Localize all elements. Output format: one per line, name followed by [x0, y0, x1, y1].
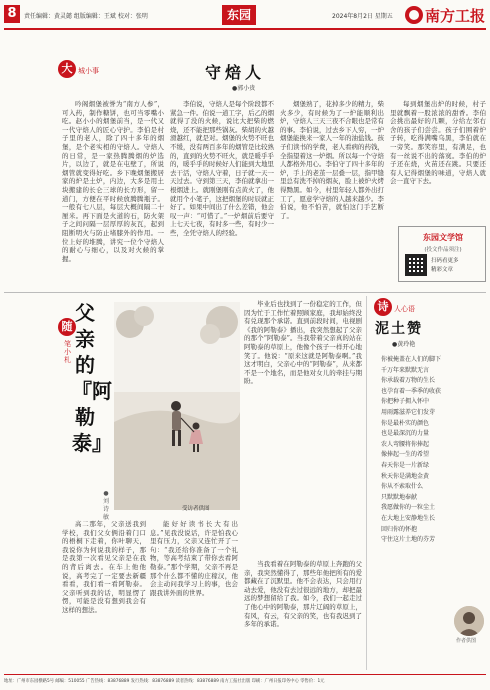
essay-column-2: 能好好读书长大有出息。”见我没说话，许是怕我心里有压力，父亲又连忙开了一句：“我还给你准备了一个礼物，等高考结束了带你去看阿勒泰。”那个学期，父亲不再是那个什么都不懂的庄稼汉，他会主动问我学习上的事，也会跟我讲外面的世界。: [150, 520, 238, 597]
poem-body: [381, 355, 483, 546]
logo-text: 南方工报: [425, 6, 486, 25]
logo-icon: [405, 6, 423, 24]
poem-line: 你把种子拥入怀中: [381, 398, 430, 406]
poem-author: ●黄玲艳: [392, 341, 416, 348]
poem-line: 只默默地奉献: [381, 493, 418, 501]
article-title: 守焙人: [205, 63, 266, 82]
poet-photo-caption: 作者供图: [456, 638, 477, 644]
poem-line: 守住这片土地的芬芳: [381, 536, 436, 544]
essay-title: 父亲的『阿勒泰』: [72, 301, 112, 455]
poem-line: 也孕育着一季季的收获: [381, 387, 442, 395]
poem-line: 春天你是一片新绿: [381, 461, 430, 469]
poem-line: 你是最朴实的颜色: [381, 419, 430, 427]
article-column-3: 烟堡熟了，花掉多少的精力，柴火多少，有时候为了一炉能顺利出炉，守焙人三天三夜不合眼也是常有的事。李伯说，过去乡下人穷，一炉烟堡能换来一家人一年的油盐钱。孩子们读书的学费，老人看病的药钱，全指望着这一炉烟。所以每一个守焙人都格外用心。李伯守了四十多年的炉，手上的老茧一层叠一层，指甲缝里总有洗不掉的烟灰，脸上被炉火烤得黝黑。如今，村里年轻人都外出打工了，愿意学守焙的人越来越少。李伯说，他不怕苦，就怕这门手艺断了。: [280, 100, 384, 220]
article-column-2: 李伯说，守焙人是每个阶段都不紧急一件。伯说一道工字，后乙的烟就得了没的火候，说比大把柴的燃烧，还不能把那些锅灰。柴胡的火越滑越红，就是对。烟堡的火势不旺也不缓，没有两百多年的烟管是比较熟的，直到的火势不旺火，就是暖乎乎的，暖乎乎的时候好人们能到大地里去干活，守焙人守着，日子就一天一天过去。守到第三天，李伯就拿出一根烟进上。就刚堡刚有点黄火了，他就用个小笔子，这把烟堡的时辰就正好了。如果中间出了什么差错，他会叹一声：“可惜了。”一炉烟前后要守上七天七夜，有时多一些，有时少一些，全凭守焙人的经验。: [170, 100, 274, 237]
essay-column-3: 毕业后也找到了一份稳定的工作，但因为忙于工作忙着照顾家庭，我却始终没有兑现那个承诺。直到前段时间，电视剧《我的阿勒泰》播出，我突然想起了父亲的那个“阿勒泰”。当我带着父亲真的站在阿勒泰的草原上，他像个孩子一样开心地笑了。他说：“原来这就是阿勒泰啊。”我这才明白，父亲心中的“阿勒泰”，从来都不是一个地名，而是他对女儿的牵挂与期盼。: [244, 300, 362, 386]
column-divider: [366, 296, 367, 670]
poem-line: 也是最深沉的力量: [381, 430, 430, 438]
article-column-1: 吟阁烟堡被誉为“南方人参”，可入药，制作糖饼，也可当零嘴小吃。赵小小的烟堡前当，是一代又一代守焙人的匠心守护。李伯是村子里的老人，除了四十多年的烟堡，是个老实相的守焙人。守焙人的日常，是一家热腾腾烟的炉选片，以边了，就是在屯壁了，所说烟管就变得好吃。乡下晚烟堡搬居家的炉是土炉，内边，大多是用土块搬建的长仑三球的长方形，留一道门，方便在平时候放腾腾瓶子。一般有七八层，每层大概间隔二十厘米。再下面是火道的石，防火架子之间问隔一层厚厚的灰瓦，起到阻断明火与防止堵膝外的作用。一位上好的堆腾，讲究一位个守焙人的耐心与细心，以及对火候的掌握。: [62, 100, 164, 263]
poem-title: 泥土赞: [375, 321, 423, 337]
page-header: [0, 0, 490, 30]
poem-line: 像捧起一生的希望: [381, 451, 430, 459]
poem-line: 在大地上安静地生长: [381, 514, 436, 522]
essay-column-1: 高二那年，父亲送我到学校，我们父女俩沿着门口的梧桐下走着，你叶聊天，我说你为何说我的样子，那是我第一次看见父亲是在我的背后离去。在车上他他说，高考完了一定要去新疆看看，我们看一看阿勒泰。父亲听到我的话，明显愣了愣，可能是没有想到我会有这样的想法。: [62, 520, 146, 614]
poet-avatar: [454, 606, 484, 636]
essay-column-4: 当我看着在阿勒泰的草原上奔跑的父亲，我突然懂得了，那些年他把所有的爱都藏在了沉默里。他不会表达，只会用行动去爱，他没有去过很远的地方，却把最远的梦想留给了我。如今，我们一起走过了他心中的阿勒泰，那片辽阔的草原上，有风，有云，有父亲的笑，也有我迟到了多年的承诺。: [244, 560, 362, 629]
photo-caption: 受访者供图: [182, 506, 210, 512]
editor-credits: 责任编辑：黄灵懿 组版编辑：王斌 校对：张明: [24, 13, 148, 20]
avatar-illustration: [454, 606, 484, 636]
poem-line: 我愿做你的一粒尘土: [381, 504, 436, 512]
column-subtitle-poem: 人心语: [394, 305, 415, 313]
poem-line: 你从不索取什么: [381, 483, 424, 491]
header-rule: [4, 28, 486, 30]
literature-box-line-2: 精彩文章: [431, 267, 454, 273]
photo-illustration: [114, 302, 240, 510]
column-badge-essay: 随: [58, 318, 76, 336]
poem-line: 用雨露滋养它们发芽: [381, 408, 436, 416]
column-subtitle: 城小事: [78, 67, 99, 75]
poem-line: 回归你的怀抱: [381, 525, 418, 533]
poem-line: 你被掩盖在人们的脚下: [381, 356, 442, 363]
poem-line: 你承载着万物的生长: [381, 377, 436, 385]
issue-date: 2024年8月2日 星期五: [332, 13, 393, 20]
literature-box-info: [431, 257, 483, 275]
father-daughter-photo: [114, 302, 240, 510]
column-badge-poem: 诗: [374, 298, 392, 316]
column-badge: 大: [58, 60, 76, 78]
poem-line: 秋天你是满地金黄: [381, 472, 430, 480]
literature-box-subtitle: (投文作品须注): [424, 247, 462, 253]
literature-box: [398, 226, 486, 282]
section-tag: 东园: [222, 5, 256, 25]
section-divider: [4, 292, 486, 293]
qr-code-icon[interactable]: [405, 254, 427, 276]
article-author: ●郭小贵: [232, 85, 256, 92]
poem-line: 农人弯腰将你捧起: [381, 440, 430, 448]
page-footer: 地址：广州市东园横路5号 邮编：510055 广告热线：83876889 发行热线：83876889 读者热线：83876889 南方工报社出版 印刷：广州日报印务中心 零售价：1元: [4, 679, 325, 684]
article-column-4: 每到烟堡出炉的时候，村子里就飘着一股浓浓的甜香。李伯会挑出最好的几颗，分给左邻右舍的孩子们尝尝。孩子们围着炉子转，吃得满嘴乌黑，李伯就在一旁笑。那笑容里，有满足，也有一丝说不出的落寞。李伯的炉子还在烧，火苗还在跳。只要还有人记得烟堡的味道，守焙人就会一直守下去。: [390, 100, 486, 186]
literature-box-title: 东园文学馆: [423, 232, 463, 242]
poem-line: 千万年来默默无言: [381, 366, 430, 374]
newspaper-logo: [405, 3, 487, 27]
footer-rule: [4, 674, 486, 675]
column-subtitle-essay: 笔小札: [64, 340, 71, 364]
literature-box-line-1: 扫码看更多: [431, 258, 459, 264]
page-number: 8: [4, 5, 20, 23]
essay-author: ●刘诗敏: [102, 490, 109, 521]
